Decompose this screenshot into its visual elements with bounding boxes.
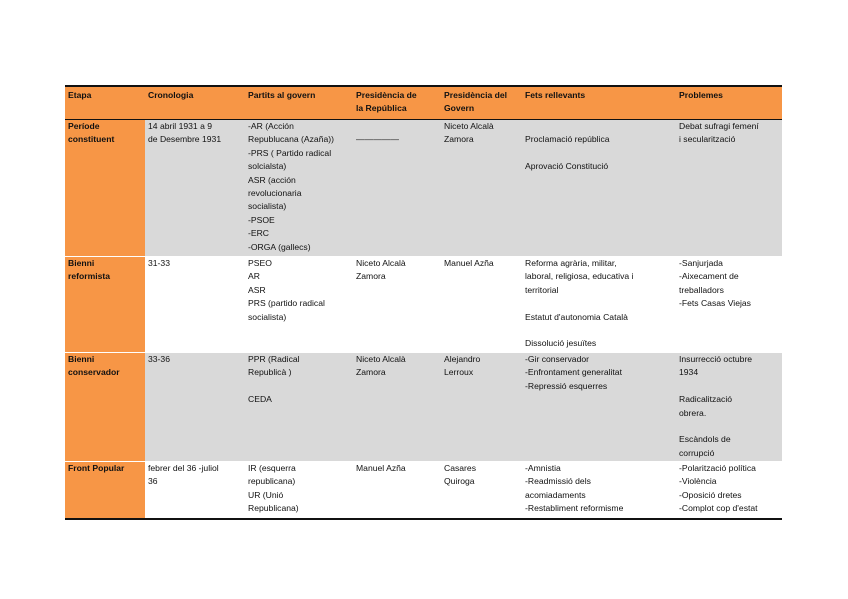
header-presidencia-govern-line: Govern bbox=[444, 103, 475, 114]
parties-text: IR (esquerra bbox=[248, 463, 296, 473]
president-republic-text bbox=[356, 120, 438, 133]
problems-text bbox=[679, 420, 779, 433]
parties-text: Republicà ) bbox=[248, 367, 292, 378]
parties-text: socialista) bbox=[248, 201, 287, 212]
problems-text: treballadors bbox=[679, 284, 724, 295]
relevant-facts-text: -Repressió esquerres bbox=[525, 380, 608, 391]
problems-text: -Oposició dretes bbox=[679, 489, 742, 500]
relevant-facts-text: Estatut d'autonomia Català bbox=[525, 311, 628, 322]
relevant-facts-text: Reforma agrària, militar, bbox=[525, 258, 617, 268]
relevant-facts-text bbox=[525, 324, 673, 337]
header-presidencia-republica-line: Presidència de bbox=[356, 90, 417, 100]
stage-text: Període bbox=[68, 121, 100, 131]
stage-text: Front Popular bbox=[68, 463, 125, 473]
president-government-cell bbox=[441, 353, 522, 462]
parties-text: republicana) bbox=[248, 476, 296, 487]
chronology-text: 33-36 bbox=[148, 354, 170, 364]
parties-cell bbox=[245, 462, 353, 519]
header-etapa: Etapa bbox=[65, 86, 145, 120]
parties-cell bbox=[245, 120, 353, 257]
problems-text: obrera. bbox=[679, 407, 707, 418]
president-government-text: Casares bbox=[444, 463, 476, 473]
stage-text: reformista bbox=[68, 271, 111, 282]
problems-text: i secularització bbox=[679, 134, 736, 145]
problems-text: -Complot cop d'estat bbox=[679, 503, 758, 514]
table-row bbox=[65, 353, 782, 462]
president-government-text: Alejandro bbox=[444, 354, 481, 364]
relevant-facts-text: -Readmissió dels bbox=[525, 476, 591, 487]
problems-text: Escàndols de bbox=[679, 434, 731, 445]
president-government-cell bbox=[441, 257, 522, 353]
header-presidencia-republica-line: la República bbox=[356, 103, 407, 114]
problems-text: 1934 bbox=[679, 367, 699, 378]
problems-cell bbox=[676, 120, 782, 257]
parties-text: UR (Unió bbox=[248, 489, 284, 500]
chronology-text: 14 abril 1931 a 9 bbox=[148, 121, 213, 131]
parties-text: -AR (Acción bbox=[248, 121, 294, 131]
stage-text: Bienni bbox=[68, 354, 95, 364]
relevant-facts-cell bbox=[522, 353, 676, 462]
problems-text: Insurrecció octubre bbox=[679, 354, 753, 364]
stage-cell bbox=[65, 353, 145, 462]
president-government-text: Zamora bbox=[444, 134, 474, 145]
relevant-facts-text: -Gir conservador bbox=[525, 354, 589, 364]
relevant-facts-text: laboral, religiosa, educativa i bbox=[525, 271, 634, 282]
table-row bbox=[65, 120, 782, 257]
header-presidencia-republica bbox=[353, 86, 441, 120]
relevant-facts-text: territorial bbox=[525, 284, 559, 295]
president-republic-cell bbox=[353, 462, 441, 519]
chronology-cell bbox=[145, 257, 245, 353]
parties-text: -ERC bbox=[248, 228, 270, 239]
problems-text bbox=[679, 380, 779, 393]
relevant-facts-text: acomiadaments bbox=[525, 489, 586, 500]
president-government-cell bbox=[441, 120, 522, 257]
header-row bbox=[65, 86, 782, 120]
parties-text: PRS (partido radical bbox=[248, 298, 325, 309]
problems-text: -Aixecament de bbox=[679, 271, 739, 282]
president-republic-text: ————— bbox=[356, 134, 399, 145]
parties-text: Republicana) bbox=[248, 503, 299, 514]
parties-text: PPR (Radical bbox=[248, 354, 300, 364]
president-republic-text: Zamora bbox=[356, 271, 386, 282]
relevant-facts-text bbox=[525, 147, 673, 160]
parties-text: socialista) bbox=[248, 311, 287, 322]
header-cronologia: Cronologia bbox=[145, 86, 245, 120]
stage-text: Bienni bbox=[68, 258, 95, 268]
president-government-text: Manuel Azña bbox=[444, 258, 494, 268]
president-republic-text: Manuel Azña bbox=[356, 463, 406, 473]
problems-text: corrupció bbox=[679, 447, 715, 458]
problems-text: -Polarització política bbox=[679, 463, 756, 473]
problems-cell bbox=[676, 353, 782, 462]
parties-text: -PSOE bbox=[248, 214, 275, 225]
relevant-facts-cell bbox=[522, 257, 676, 353]
header-partits: Partits al govern bbox=[245, 86, 353, 120]
problems-cell bbox=[676, 257, 782, 353]
parties-cell bbox=[245, 257, 353, 353]
problems-text: -Fets Casas Viejas bbox=[679, 298, 751, 309]
parties-text: ASR (acción bbox=[248, 174, 296, 185]
president-government-text: Lerroux bbox=[444, 367, 474, 378]
table-row bbox=[65, 257, 782, 353]
problems-text: Radicalització bbox=[679, 394, 733, 405]
header-presidencia-govern bbox=[441, 86, 522, 120]
stage-text: constituent bbox=[68, 134, 115, 145]
parties-text bbox=[248, 380, 350, 393]
relevant-facts-cell bbox=[522, 120, 676, 257]
header-fets: Fets rellevants bbox=[522, 86, 676, 120]
president-government-cell bbox=[441, 462, 522, 519]
president-republic-text: Niceto Alcalà bbox=[356, 258, 406, 268]
president-republic-cell bbox=[353, 120, 441, 257]
parties-text: -PRS ( Partido radical bbox=[248, 147, 332, 158]
president-republic-cell bbox=[353, 257, 441, 353]
relevant-facts-text: -Enfrontament generalitat bbox=[525, 367, 622, 378]
parties-text: Republucana (Azaña)) bbox=[248, 134, 334, 145]
relevant-facts-text: Proclamació república bbox=[525, 134, 610, 145]
chronology-cell bbox=[145, 120, 245, 257]
president-republic-cell bbox=[353, 353, 441, 462]
chronology-text: de Desembre 1931 bbox=[148, 134, 222, 145]
header-problemes: Problemes bbox=[676, 86, 782, 120]
stage-cell bbox=[65, 257, 145, 353]
parties-text: solcialsta) bbox=[248, 161, 287, 172]
chronology-text: 36 bbox=[148, 476, 158, 487]
problems-text: -Sanjurjada bbox=[679, 258, 723, 268]
president-government-text: Niceto Alcalà bbox=[444, 121, 494, 131]
relevant-facts-text: Dissolució jesuïtes bbox=[525, 338, 597, 349]
parties-text: AR bbox=[248, 271, 260, 282]
problems-text: -Violència bbox=[679, 476, 717, 487]
president-republic-text: Niceto Alcalà bbox=[356, 354, 406, 364]
chronology-cell bbox=[145, 353, 245, 462]
problems-cell bbox=[676, 462, 782, 519]
relevant-facts-text bbox=[525, 297, 673, 310]
president-republic-text: Zamora bbox=[356, 367, 386, 378]
stage-cell bbox=[65, 462, 145, 519]
chronology-cell bbox=[145, 462, 245, 519]
stage-cell bbox=[65, 120, 145, 257]
parties-cell bbox=[245, 353, 353, 462]
parties-text: ASR bbox=[248, 284, 266, 295]
stage-text: conservador bbox=[68, 367, 120, 378]
chronology-text: 31-33 bbox=[148, 258, 170, 268]
relevant-facts-text: -Amnistia bbox=[525, 463, 561, 473]
relevant-facts-text: -Restabliment reformisme bbox=[525, 503, 624, 514]
relevant-facts-text bbox=[525, 120, 673, 133]
parties-text: PSEO bbox=[248, 258, 272, 268]
history-table bbox=[65, 85, 782, 520]
parties-text: -ORGA (gallecs) bbox=[248, 241, 311, 252]
table-row bbox=[65, 462, 782, 519]
parties-text: revolucionaria bbox=[248, 188, 302, 199]
chronology-text: febrer del 36 -juliol bbox=[148, 463, 219, 473]
parties-text: CEDA bbox=[248, 394, 272, 405]
relevant-facts-text: Aprovació Constitució bbox=[525, 161, 609, 172]
header-presidencia-govern-line: Presidència del bbox=[444, 90, 508, 100]
problems-text: Debat sufragi femení bbox=[679, 121, 759, 131]
relevant-facts-cell bbox=[522, 462, 676, 519]
president-government-text: Quiroga bbox=[444, 476, 475, 487]
